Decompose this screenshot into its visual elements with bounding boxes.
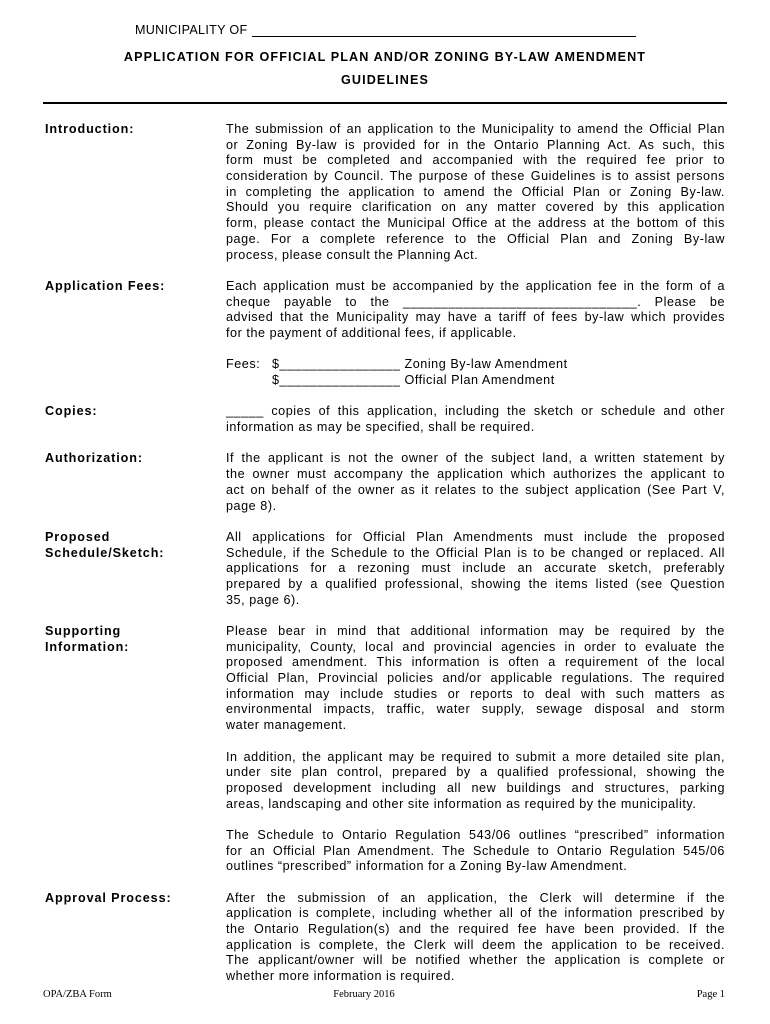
text-line: the Ontario Regulation(s) and the required fee have been provided. If the xyxy=(226,922,725,937)
text-line: act on behalf of the owner as it relates to the subject application (See Part V, xyxy=(226,482,725,497)
section-body xyxy=(226,451,725,514)
text-line: proposed amendment. This information is often a requirement of the local xyxy=(226,655,725,670)
text-line: the owner must accompany the application which authorizes the applicant to xyxy=(226,467,725,482)
text-line: The applicant/owner will be notified whether the application is complete or xyxy=(226,953,725,968)
text-line: Should you require clarification on any matter covered by this application xyxy=(226,200,725,215)
section-label-line: Information: xyxy=(45,639,130,654)
fee-line xyxy=(226,357,725,373)
section-body xyxy=(226,122,725,263)
paragraph xyxy=(226,279,725,342)
paragraph xyxy=(226,828,725,875)
text-line: form must be completed and accompanied with the required fee prior to xyxy=(226,153,725,168)
text-line: process, please consult the Planning Act. xyxy=(226,247,479,262)
fees-indent xyxy=(226,373,272,389)
paragraph xyxy=(226,750,725,813)
text-line: application is complete, the Clerk will deem the application to be received. xyxy=(226,937,725,952)
text-line: _____ copies of this application, including the sketch or schedule and other xyxy=(226,404,725,419)
section-copies xyxy=(0,404,770,435)
section-label-line: Authorization: xyxy=(45,451,143,466)
text-line: advised that the Municipality may have a tariff of fees by-law which provides xyxy=(226,310,725,325)
paragraph xyxy=(226,624,725,734)
text-line: All applications for Official Plan Amendments must include the proposed xyxy=(226,529,725,544)
paragraph xyxy=(226,122,725,263)
section-approval-process xyxy=(0,891,770,985)
text-line: page. For a complete reference to the Official Plan and Zoning By-law xyxy=(226,231,725,246)
section-application-fees xyxy=(0,279,770,389)
paragraph xyxy=(226,530,725,608)
section-label xyxy=(45,451,226,514)
section-body xyxy=(226,624,725,875)
section-label-line: Supporting xyxy=(45,624,122,638)
text-line: Schedule, if the Schedule to the Official Plan is to be changed or replaced. All xyxy=(226,545,725,560)
fee-item: $________________ Zoning By-law Amendment xyxy=(272,357,568,372)
document-subtitle: GUIDELINES xyxy=(341,73,429,87)
text-line: application is complete, including whether all of the information prescribed by xyxy=(226,906,725,921)
text-line: Each application must be accompanied by the application fee in the form of a xyxy=(226,278,725,293)
text-line: The submission of an application to the Municipality to amend the Official Plan xyxy=(226,122,725,136)
fees-list xyxy=(226,357,725,388)
paragraph xyxy=(226,451,725,514)
footer-date: February 2016 xyxy=(333,989,395,1000)
text-line: environmental impacts, traffic, water supply, sewage disposal and storm xyxy=(226,702,725,717)
section-label xyxy=(45,891,226,985)
text-line: whether more information is required. xyxy=(226,969,455,984)
section-proposed-schedule-sketch xyxy=(0,530,770,608)
text-line: for an Official Plan Amendment. The Schedule to Ontario Regulation 545/06 xyxy=(226,843,725,858)
fee-item: $________________ Official Plan Amendment xyxy=(272,373,555,387)
section-label-line: Copies: xyxy=(45,404,98,419)
text-line: page 8). xyxy=(226,498,277,513)
footer-page-number: Page 1 xyxy=(696,989,725,1000)
section-label-line: Introduction: xyxy=(45,122,135,136)
section-supporting-information xyxy=(0,624,770,875)
text-line: The Schedule to Ontario Regulation 543/06 outlines “prescribed” information xyxy=(226,827,725,842)
text-line: for the payment of additional fees, if applicable. xyxy=(226,325,517,340)
municipality-label: MUNICIPALITY OF xyxy=(135,23,248,37)
text-line: or Zoning By-law is provided for in the Ontario Planning Act. As such, this xyxy=(226,137,725,152)
section-label xyxy=(45,530,226,608)
footer-form-name: OPA/ZBA Form xyxy=(43,989,112,1000)
text-line: outlines “prescribed” information for a Zoning By-law Amendment. xyxy=(226,859,628,874)
page-footer xyxy=(0,988,770,1002)
section-label xyxy=(45,404,226,435)
text-line: municipality, County, local and provincial agencies in order to evaluate the xyxy=(226,639,725,654)
text-line: form, please contact the Municipal Office at the address at the bottom of this xyxy=(226,216,725,231)
guidelines-sections xyxy=(0,122,770,985)
section-body xyxy=(226,404,725,435)
fees-label: Fees: xyxy=(226,357,261,372)
text-line: If the applicant is not the owner of the subject land, a written statement by xyxy=(226,451,725,466)
section-label xyxy=(45,279,226,389)
section-body xyxy=(226,279,725,389)
text-line: applications for a rezoning must include an accurate sketch, preferably xyxy=(226,561,725,576)
section-authorization xyxy=(0,451,770,514)
section-introduction xyxy=(0,122,770,263)
fee-line xyxy=(226,373,725,389)
section-body xyxy=(226,891,725,985)
text-line: prepared by a qualified professional, showing the items listed (see Question xyxy=(226,576,725,591)
text-line: Please bear in mind that additional information may be required by the xyxy=(226,624,725,638)
text-line: cheque payable to the _______________________________. Please be xyxy=(226,294,725,309)
header-divider xyxy=(43,102,727,104)
text-line: under site plan control, prepared by a qualified professional, showing the xyxy=(226,765,725,780)
text-line: Official Plan, Provincial policies and/or applicable regulations. The required xyxy=(226,671,725,686)
document-title: APPLICATION FOR OFFICIAL PLAN AND/OR ZONING BY-LAW AMENDMENT xyxy=(123,50,647,64)
text-line: After the submission of an application, the Clerk will determine if the xyxy=(226,890,725,905)
section-label xyxy=(45,624,226,875)
section-label-line: Schedule/Sketch: xyxy=(45,545,165,560)
section-label-line: Approval Process: xyxy=(45,890,172,905)
text-line: information may include studies or reports to deal with such matters as xyxy=(226,686,725,701)
text-line: proposed development including all new buildings and structures, parking xyxy=(226,780,725,795)
section-body xyxy=(226,530,725,608)
text-line: consideration by Council. The purpose of these Guidelines is to assist persons xyxy=(226,169,725,184)
text-line: areas, landscaping and other site information as required by the municipality. xyxy=(226,796,697,811)
text-line: water management. xyxy=(226,718,347,733)
municipality-name-blank xyxy=(252,36,636,37)
section-label-line: Proposed xyxy=(45,529,111,544)
text-line: information as may be specified, shall be required. xyxy=(226,420,535,435)
text-line: 35, page 6). xyxy=(226,592,300,607)
text-line: in completing the application to amend the Official Plan or Zoning By-law. xyxy=(226,184,725,199)
section-label xyxy=(45,122,226,263)
section-label-line: Application Fees: xyxy=(45,278,166,293)
paragraph xyxy=(226,404,725,435)
paragraph xyxy=(226,891,725,985)
text-line: In addition, the applicant may be required to submit a more detailed site plan, xyxy=(226,749,725,764)
